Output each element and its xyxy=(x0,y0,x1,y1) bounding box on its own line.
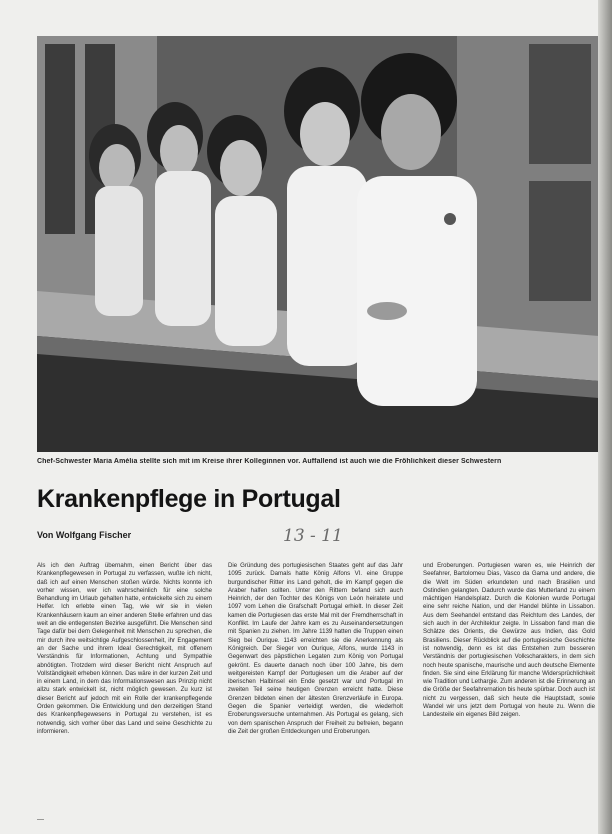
photo-caption: Chef-Schwester Maria Amélia stellte sich mit im Kreise ihrer Kolleginnen vor. Auffallend ist auch wie die Fröhlichkeit dieser Schwestern xyxy=(37,458,502,465)
handwritten-annotation: 13 - 11 xyxy=(283,526,343,546)
photo-nurses-on-balcony xyxy=(37,36,599,452)
article-byline: Von Wolfgang Fischer xyxy=(37,530,132,540)
column-3-text: und Eroberungen. Portugiesen waren es, wie Heinrich der Seefahrer, Bartolomeu Dias, Vasco da Gama und andere, die die Welt im Süden erkundeten und nach Brasilien und Ostindien gelangten. Dadurch wurde das Mutterland zu einem mächtigen Handelsplatz. Durch die Kolonien wurde Portugal eine sehr reiche Nation, und der Handel blühte in Lissabon. Aus dem Seehandel entstand das Reichtum des Landes, der sich auch in der Architektur zeigte. In Lissabon fand man die Schätze des Orients, die Gewürze aus Indien, das Gold Brasiliens. Dieser Rückblick auf die portugiesische Geschichte ist notwendig, denn es ist das Entstehen zum besseren Verständnis der portugiesischen Volkscharakters, in dem sich noch heute spanische, maurische und auch deutsche Elemente finden. Sie sind eine Erklärung für manche Widersprüchlichkeit wie Tradition und Lethargie. Zum anderen ist die Erinnerung an die Größe der Seefahrernation bis heute spürbar. Doch auch ist nicht zu vergessen, daß sich heute die Hauptstadt, sowie Wandel wir uns jetzt dem Portugal von heute zu. Wenn die Landesteile ein eigenes Bild zeigen. xyxy=(423,562,595,719)
column-1-text: Als ich den Auftrag übernahm, einen Bericht über das Krankenpflegewesen in Portugal zu verfassen, wußte ich nicht, daß ich auf einen Menschen stoßen würde. Nichts konnte ich vorher wissen, wer ich wahrscheinlich für eine solche Behandlung im Urlaub gehalten hatte, entwickelte sich zu einem Helfer. Ich erlebte einen Tag, wie wir sie in vielen Krankenhäusern kaum an einer anderen Stelle erfahren und das weit an die entlegensten Bezirke ausgeführt. Die Menschen sind Tage dafür bei dem Gelegenheit mit Menschen zu sprechen, die mir durch ihre weitsichtige Aufgeschlossenheit, ihr Engagement an der Sache und ihrem Ideal Gerechtigkeit, mit offenem Verständnis für Informationen, Achtung und Sympathie abnötigten. Trotzdem wird dieser Bericht nicht Anspruch auf Vollständigkeit erheben können. Das wäre in der kurzen Zeit und in einem Land, in dem das Informationswesen aus Prinzip nicht allzu stark entwickelt ist, nicht möglich gewesen. Zu kurz ist dieser Bericht auf jedoch mit ein Rolle der krankenpflegende Orden gekommen. Die Entwicklung und den derzeitigen Stand des Krankenpflegewesens in Portugal zu verstehen, ist es notwendig, sich vorher über das Land und seine Geschichte zu informieren. xyxy=(37,562,212,735)
column-2-text: Die Gründung des portugiesischen Staates geht auf das Jahr 1095 zurück. Damals hatte König Alfons VI. eine Gruppe burgundischer Ritter ins Land geholt, die im Kampf gegen die Araber halfen sollten. Unter den Rittern befand sich auch Heinrich, der den Tochter des Königs von León heiratete und 1097 vom Lehen die Grafschaft Portugal erhielt. In dieser Zeit kamen die Portugiesen das erste Mal mit der Fremdherrschaft in Konflikt. Im Laufe der Jahre kam es zu Auseinandersetzungen mit Spanien zu ziehen. Im Jahre 1139 hatten die Truppen einen Sieg bei Ourique. 1143 erreichten sie die Anerkennung als Königreich. Der Sieger von Ourique, Alfons, wurde 1143 in Gegenwart des päpstlichen Legaten zum König von Portugal gekrönt. Es dauerte danach noch über 100 Jahre, bis dem weitgereisten Kampf der Portugiesen um die Araber auf der iberischen Halbinsel ein Ende gesetzt war und Portugal im zweiten Teil seine heutigen Grenzen erreicht hatte. Diese Grenzen bildeten einen der ältesten Grenzverläufe in Europa. Gegen die Spanier verteidigt werden, die wiederholt Eroberungsversuche unternahmen. Als Portugal es gelang, sich von dem spanischen Anspruch der Freiheit zu befreien, begann die Zeit der großen Entdeckungen und Eroberungen. xyxy=(228,562,403,735)
text-column-2 xyxy=(228,562,403,824)
text-column-1 xyxy=(37,562,212,824)
photo-image xyxy=(37,36,599,452)
text-column-3 xyxy=(423,562,595,824)
page-folio: — xyxy=(37,816,44,823)
article-title: Krankenpflege in Portugal xyxy=(37,485,341,513)
page-binding-shadow xyxy=(598,0,612,834)
